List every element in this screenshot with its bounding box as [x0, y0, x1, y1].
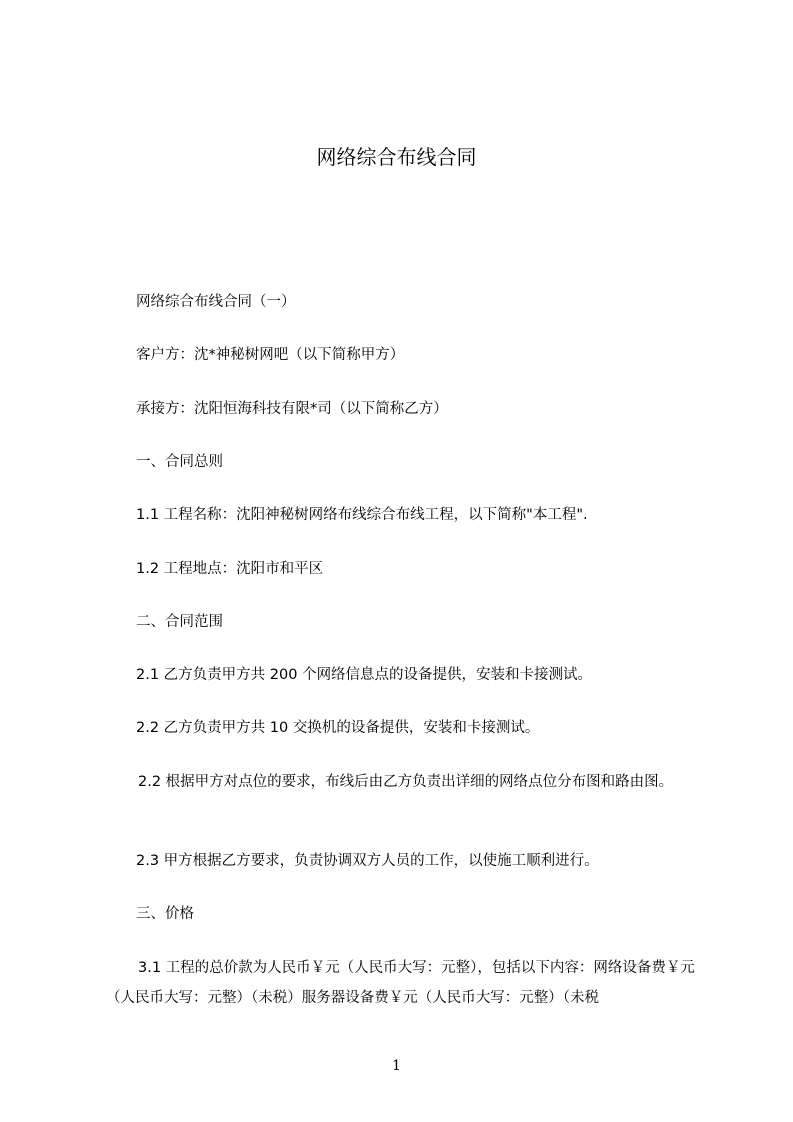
section-heading-scope: 二、合同范围	[136, 614, 223, 630]
clause-3-1: 3.1 工程的总价款为人民币￥元（人民币大写：元整），包括以下内容：网络设备费￥元（人民币大写：元整）（未税）服务器设备费￥元（人民币大写：元整）（未税	[106, 960, 695, 1006]
clause-2-2: 2.2 乙方负责甲方共 10 交换机的设备提供，安装和卡接测试。	[136, 720, 540, 736]
clause-1-1: 1.1 工程名称：沈阳神秘树网络布线综合布线工程，以下简称"本工程".	[136, 507, 588, 523]
page-number: 1	[392, 1058, 401, 1074]
contractor-party: 承接方：沈阳恒海科技有限*司（以下简称乙方）	[136, 401, 448, 417]
document-title: 网络综合布线合同	[316, 145, 477, 169]
clause-2-1: 2.1 乙方负责甲方共 200 个网络信息点的设备提供，安装和卡接测试。	[136, 667, 593, 683]
client-party: 客户方：沈*神秘树网吧（以下简称甲方）	[136, 347, 405, 363]
contract-subtitle: 网络综合布线合同（一）	[136, 294, 296, 310]
clause-2-3: 2.3 甲方根据乙方要求，负责协调双方人员的工作，以使施工顺利进行。	[136, 853, 599, 869]
section-heading-general: 一、合同总则	[136, 454, 223, 470]
clause-2-2-routing: 2.2 根据甲方对点位的要求，布线后由乙方负责出详细的网络点位分布图和路由图。	[138, 774, 674, 790]
clause-1-2: 1.2 工程地点：沈阳市和平区	[136, 561, 324, 577]
section-heading-price: 三、价格	[136, 906, 194, 922]
